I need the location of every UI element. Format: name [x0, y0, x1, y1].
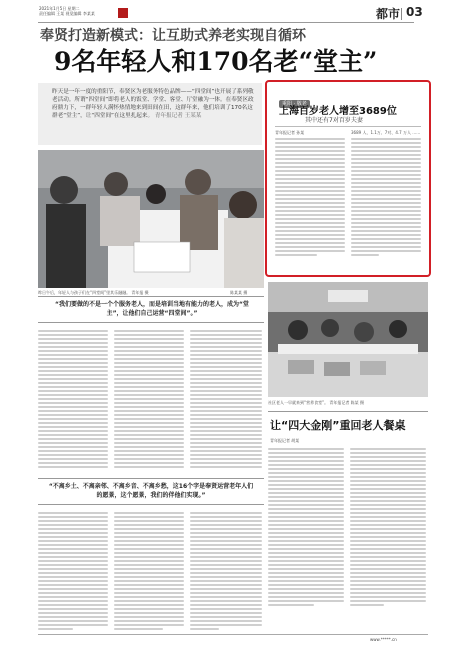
- page-number: 03: [406, 5, 423, 19]
- canteen-photo-caption: 社区老人一早就来到“营养食堂”。 青年报记者 陈某 摄: [268, 400, 364, 405]
- canteen-photo: [268, 282, 428, 397]
- newspaper-logo-icon: [118, 8, 128, 18]
- body-col-2-upper: [114, 330, 184, 470]
- sidebar-numbers: 3689 人、1.1万、7对、4.7 万人 ……: [351, 130, 421, 135]
- sidebar-subhead: 其中还有7对百岁夫妻: [305, 117, 363, 124]
- right-text-col2: [350, 448, 426, 608]
- right-headline: 让“四大金刚”重回老人餐桌: [270, 419, 406, 432]
- footer-rule: [38, 634, 428, 635]
- body-col-1-upper: [38, 330, 108, 470]
- header-rule: [38, 22, 414, 23]
- body-col-2-lower: [114, 512, 184, 632]
- body-col-3-lower: [190, 512, 262, 632]
- lead-box: [38, 83, 262, 145]
- pull-quote-2: “不离乡土、不离亲邻、不离乡音、不离乡愁，这16个字是奉贤运营老年人们的愿景，这个愿景，我们的伴他们实现。”: [48, 483, 254, 499]
- right-byline: 青年报记者 胡某: [270, 438, 300, 443]
- footer-website: www.*****.cn: [370, 637, 397, 642]
- pull-quote-1: “我们要做的不是一个个服务老人，而是培训当地有能力的老人，成为“堂主”，让他们自己运营“四堂间”。”: [55, 301, 249, 317]
- header-date: 2021年1月5日 星期二 责任编辑 王某 视觉编辑 李某某: [39, 6, 95, 16]
- sidebar-rule: [275, 126, 421, 127]
- sidebar-box: [265, 80, 431, 277]
- sidebar-byline: 青年报记者 孙某: [275, 130, 305, 135]
- body-col-3-upper: [190, 330, 262, 470]
- main-photo: [38, 150, 264, 288]
- rule-quote1-bottom: [38, 322, 264, 323]
- sidebar-text-col2: [351, 138, 421, 258]
- sidebar-tag: 重阳 · 敬老: [279, 90, 310, 109]
- sidebar-text-col1: [275, 138, 345, 258]
- header-divider: [401, 8, 402, 20]
- right-text-col1: [268, 448, 344, 608]
- rule-quote2-top: [38, 478, 264, 479]
- canteen-photo-illustration: [268, 282, 428, 397]
- main-photo-credit: 陈某某 摄: [230, 290, 248, 295]
- main-photo-caption: 昨日午后，年轻人与孩子们在“四堂间”里其乐融融。 青年报 摄: [38, 290, 149, 295]
- rule-right-headline: [268, 411, 428, 412]
- main-photo-illustration: [38, 150, 264, 288]
- article-headline: 9名年轻人和170名老“堂主”: [54, 47, 378, 76]
- section-name: 都市: [376, 7, 401, 21]
- body-col-1-lower: [38, 512, 108, 632]
- rule-quote2-bottom: [38, 504, 264, 505]
- sidebar-headline: 上海百岁老人增至3689位: [279, 106, 397, 117]
- article-subtitle: 奉贤打造新模式：让互助式养老实现自循环: [40, 28, 306, 44]
- lead-text: 昨天是一年一度的重阳节，奉贤区为老服务特色品牌——“四堂间”也开展了系列敬老活动。所谓“四堂间”即将老人的饭堂、学堂、客堂、厅堂融为一体。在奉贤区政府鼎力下，一群年轻人满怀热情地来到田间在田，这群年来，他们培训了170名这群老“堂主”，让“四堂间”在这里扎起来。 青年报记者 王某某: [52, 89, 254, 119]
- rule-quote1-top: [38, 296, 264, 297]
